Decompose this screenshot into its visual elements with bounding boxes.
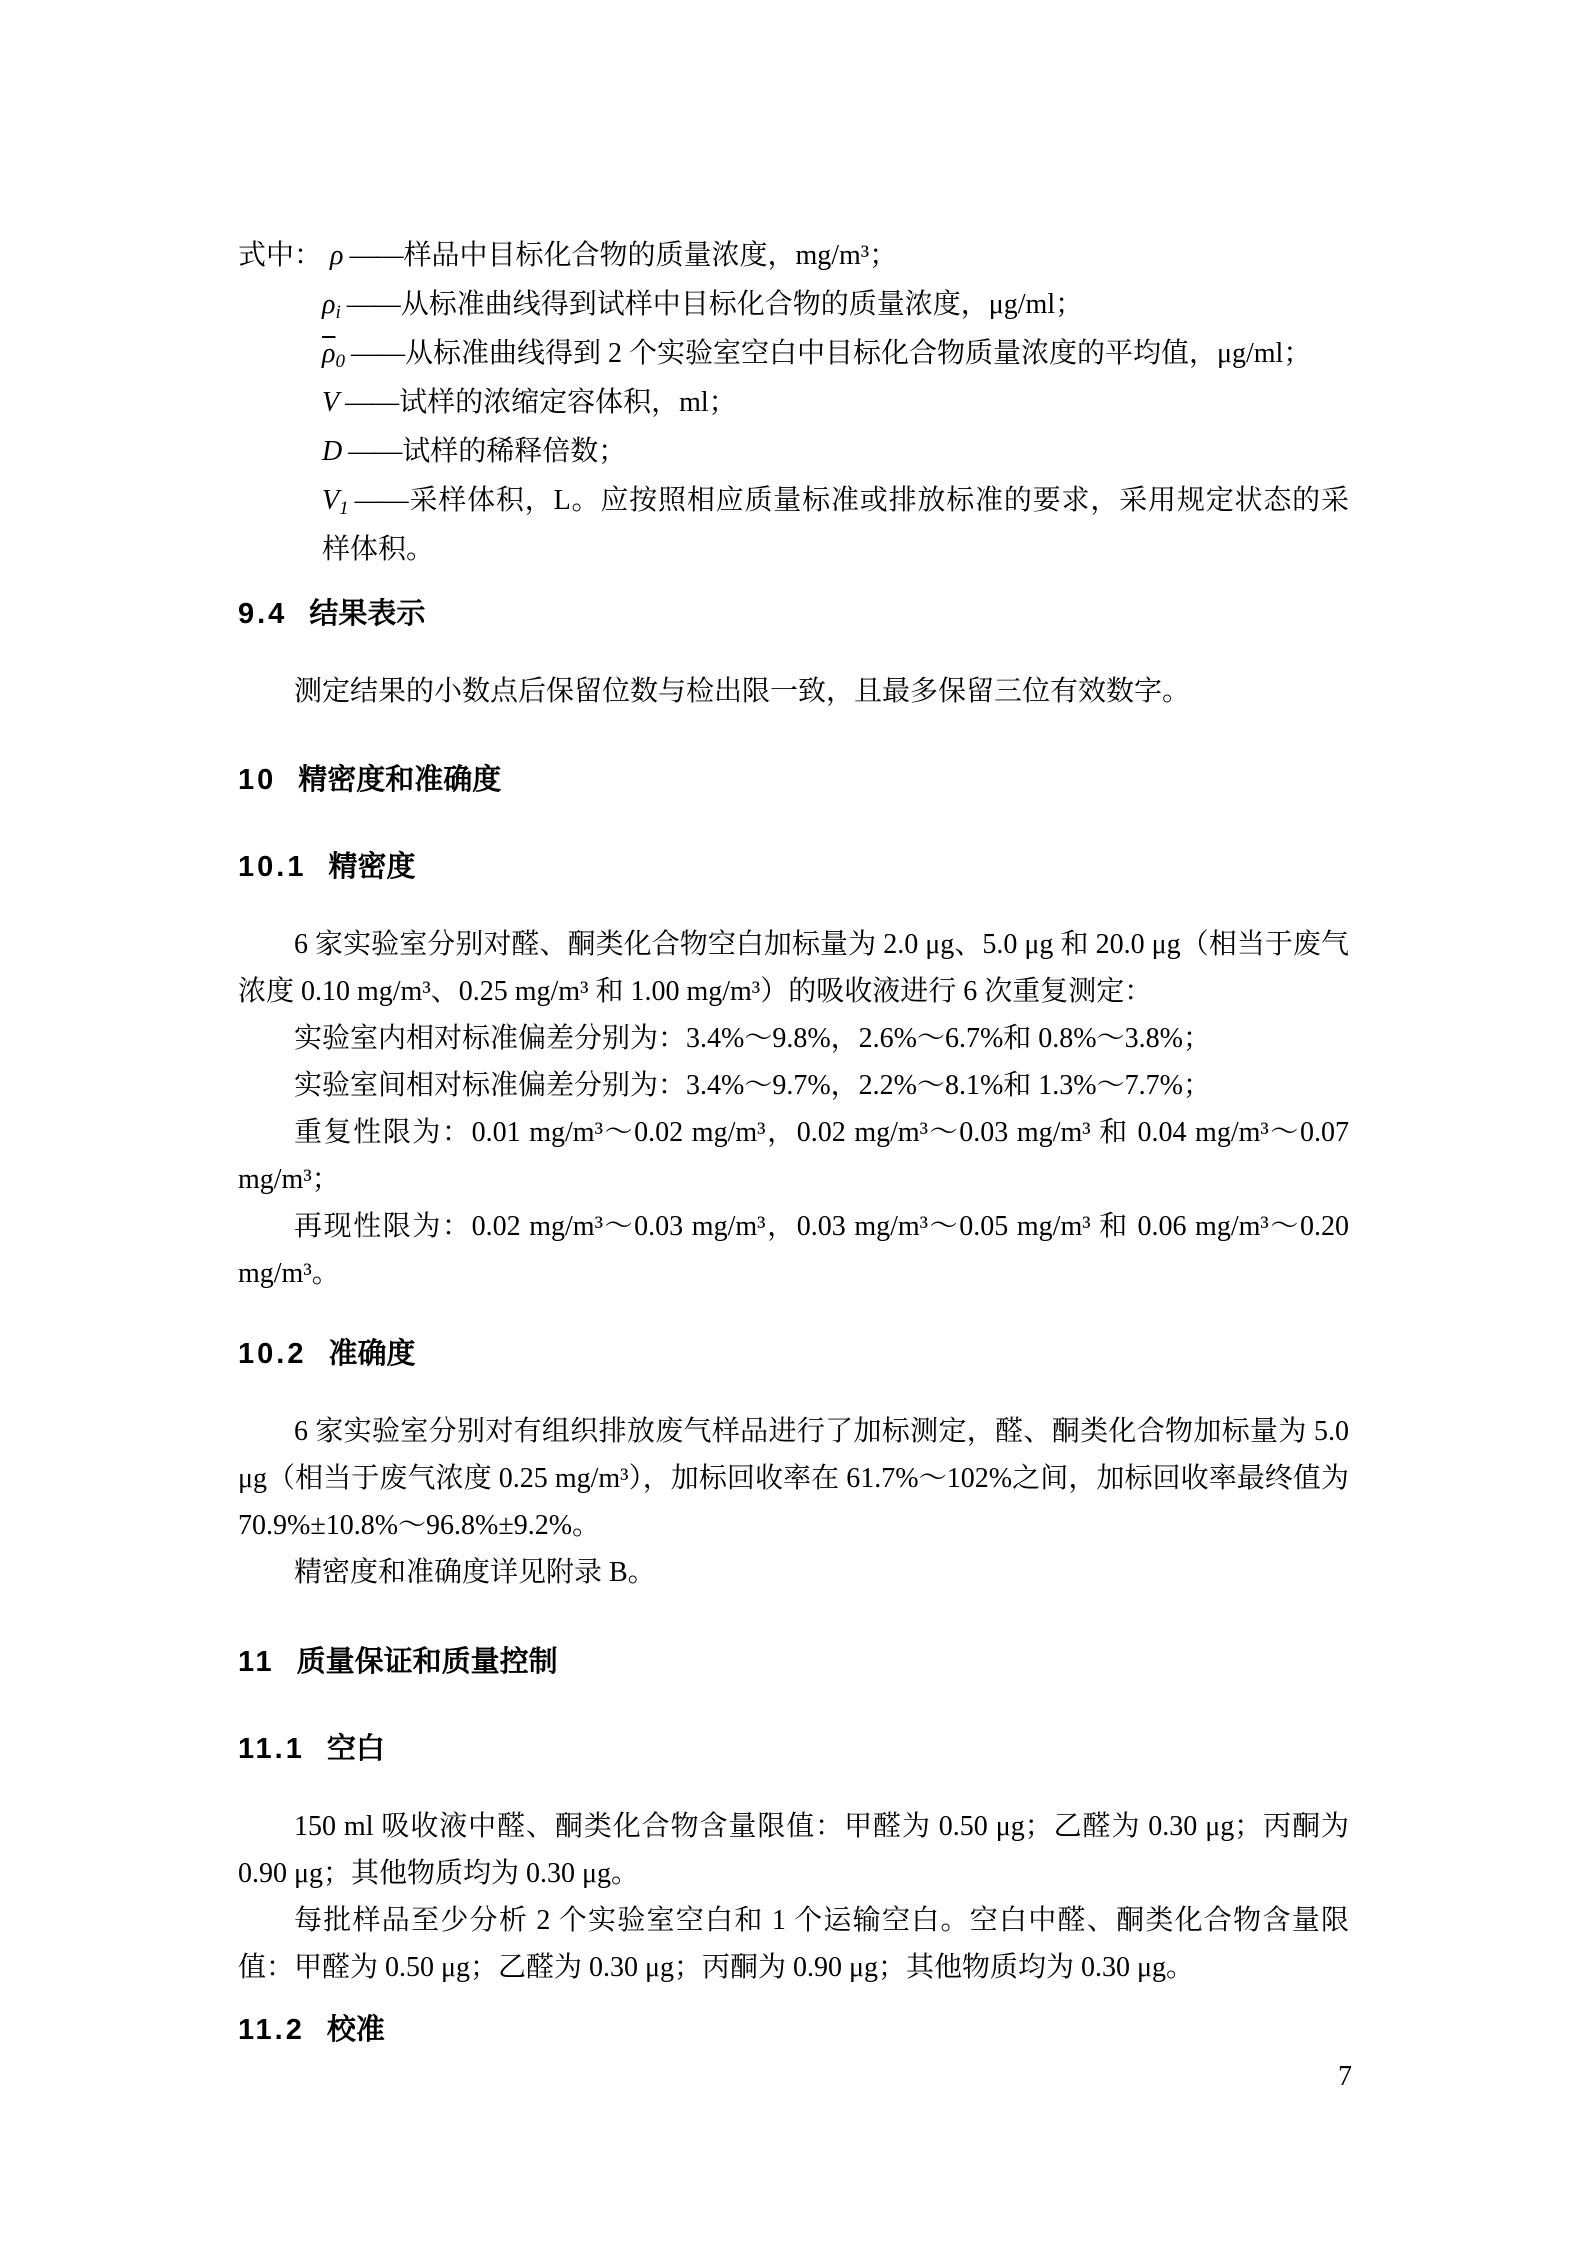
section-heading-11-2 [238, 2006, 1349, 2055]
section-11-1-body [238, 1803, 1349, 1991]
symbol-v1: $V_1$ [322, 485, 349, 519]
formula-term-v1 [238, 476, 1349, 574]
paragraph-repeatability-limit: 重复性限为：0.01 mg/m³～0.02 mg/m³，0.02 mg/m³～0.03 mg/m³ 和 0.04 mg/m³～0.07 mg/m³； [238, 1117, 1349, 1195]
section-10-2-body [238, 1408, 1349, 1596]
definition-text: 采样体积，L。应按照相应质量标准或排放标准的要求，采用规定状态的采样体积。 [322, 485, 1349, 565]
section-title: 校准 [326, 2014, 385, 2046]
definition-dash: —— [345, 387, 398, 418]
definition-dash: —— [346, 289, 399, 320]
chapter-number: 11 [238, 1646, 275, 1678]
paragraph-blank-limits: 150 ml 吸收液中醛、酮类化合物含量限值：甲醛为 0.50 μg；乙醛为 0.30 μg；丙酮为 0.90 μg；其他物质均为 0.30 μg。 [238, 1811, 1349, 1889]
definition-text: 试样的浓缩定容体积，ml； [399, 387, 737, 418]
definition-dash: —— [350, 338, 403, 369]
section-heading-10-2 [238, 1330, 1349, 1379]
definition-text: 从标准曲线得到试样中目标化合物的质量浓度，μg/ml； [400, 289, 1084, 320]
paragraph-accuracy: 6 家实验室分别对有组织排放废气样品进行了加标测定，醛、酮类化合物加标量为 5.0 μg（相当于废气浓度 0.25 mg/m³），加标回收率在 61.7%～102%之间，加标回收率最终值为 70.9%±10.8%～96.8%±9.2%。 [238, 1416, 1349, 1541]
definition-text: 样品中目标化合物的质量浓度，mg/m³； [403, 240, 898, 271]
formula-symbol-definitions [238, 231, 1349, 574]
symbol-rho-i: $\rho_i$ [322, 289, 341, 323]
paragraph-intra-lab-rsd: 实验室内相对标准偏差分别为：3.4%～9.8%，2.6%～6.7%和 0.8%～3.8%； [294, 1023, 1211, 1054]
section-heading-10-1 [238, 843, 1349, 892]
definition-text: 试样的稀释倍数； [402, 436, 627, 467]
section-number: 11.2 [238, 2014, 305, 2046]
paragraph-blank-per-batch: 每批样品至少分析 2 个实验室空白和 1 个运输空白。空白中醛、酮类化合物含量限值：甲醛为 0.50 μg；乙醛为 0.30 μg；丙酮为 0.90 μg；其他物质均为 0.30 μg。 [238, 1905, 1349, 1983]
chapter-heading-11 [238, 1638, 1349, 1687]
chapter-heading-10 [238, 756, 1349, 805]
definition-dash: —— [348, 436, 401, 467]
page-number: 7 [1338, 2061, 1352, 2092]
chapter-title: 质量保证和质量控制 [296, 1646, 558, 1678]
formula-intro-label: 式中： [238, 240, 323, 271]
section-heading-11-1 [238, 1725, 1349, 1774]
formula-term-d [238, 427, 1349, 476]
paragraph-see-appendix-b: 精密度和准确度详见附录 B。 [294, 1557, 656, 1588]
paragraph-inter-lab-rsd: 实验室间相对标准偏差分别为：3.4%～9.7%，2.2%～8.1%和 1.3%～7.7%； [294, 1070, 1211, 1101]
section-title: 精密度 [328, 851, 416, 883]
symbol-d: D [322, 436, 343, 467]
formula-term-rho-i [238, 280, 1349, 329]
definition-dash: —— [354, 485, 407, 516]
section-number: 10.1 [238, 851, 307, 883]
definition-text: 从标准曲线得到 2 个实验室空白中目标化合物质量浓度的平均值，μg/ml； [404, 338, 1312, 369]
chapter-number: 10 [238, 764, 277, 796]
paragraph-precision-intro: 6 家实验室分别对醛、酮类化合物空白加标量为 2.0 μg、5.0 μg 和 20.0 μg（相当于废气浓度 0.10 mg/m³、0.25 mg/m³ 和 1.00 mg/m³）的吸收液进行 6 次重复测定： [238, 929, 1349, 1007]
formula-term-rho-0-mean [238, 329, 1349, 378]
section-title: 结果表示 [309, 598, 426, 630]
symbol-v: V [322, 387, 340, 418]
section-title: 准确度 [328, 1338, 416, 1370]
section-heading-9-4 [238, 590, 1349, 639]
definition-dash: —— [349, 240, 402, 271]
section-number: 11.1 [238, 1733, 305, 1765]
formula-term-rho [238, 231, 1349, 280]
section-10-1-body [238, 921, 1349, 1297]
formula-term-v [238, 378, 1349, 427]
section-number: 9.4 [238, 598, 288, 630]
page-content [238, 0, 1349, 2084]
chapter-title: 精密度和准确度 [298, 764, 502, 796]
section-title: 空白 [326, 1733, 385, 1765]
paragraph-result-expression: 测定结果的小数点后保留位数与检出限一致，且最多保留三位有效数字。 [294, 676, 1191, 707]
section-number: 10.2 [238, 1338, 307, 1370]
symbol-rho: ρ [330, 240, 344, 271]
paragraph-reproducibility-limit: 再现性限为：0.02 mg/m³～0.03 mg/m³，0.03 mg/m³～0.05 mg/m³ 和 0.06 mg/m³～0.20 mg/m³。 [238, 1211, 1349, 1289]
symbol-rho-0-overline: $\overline{\rho}_0$ [322, 338, 345, 372]
